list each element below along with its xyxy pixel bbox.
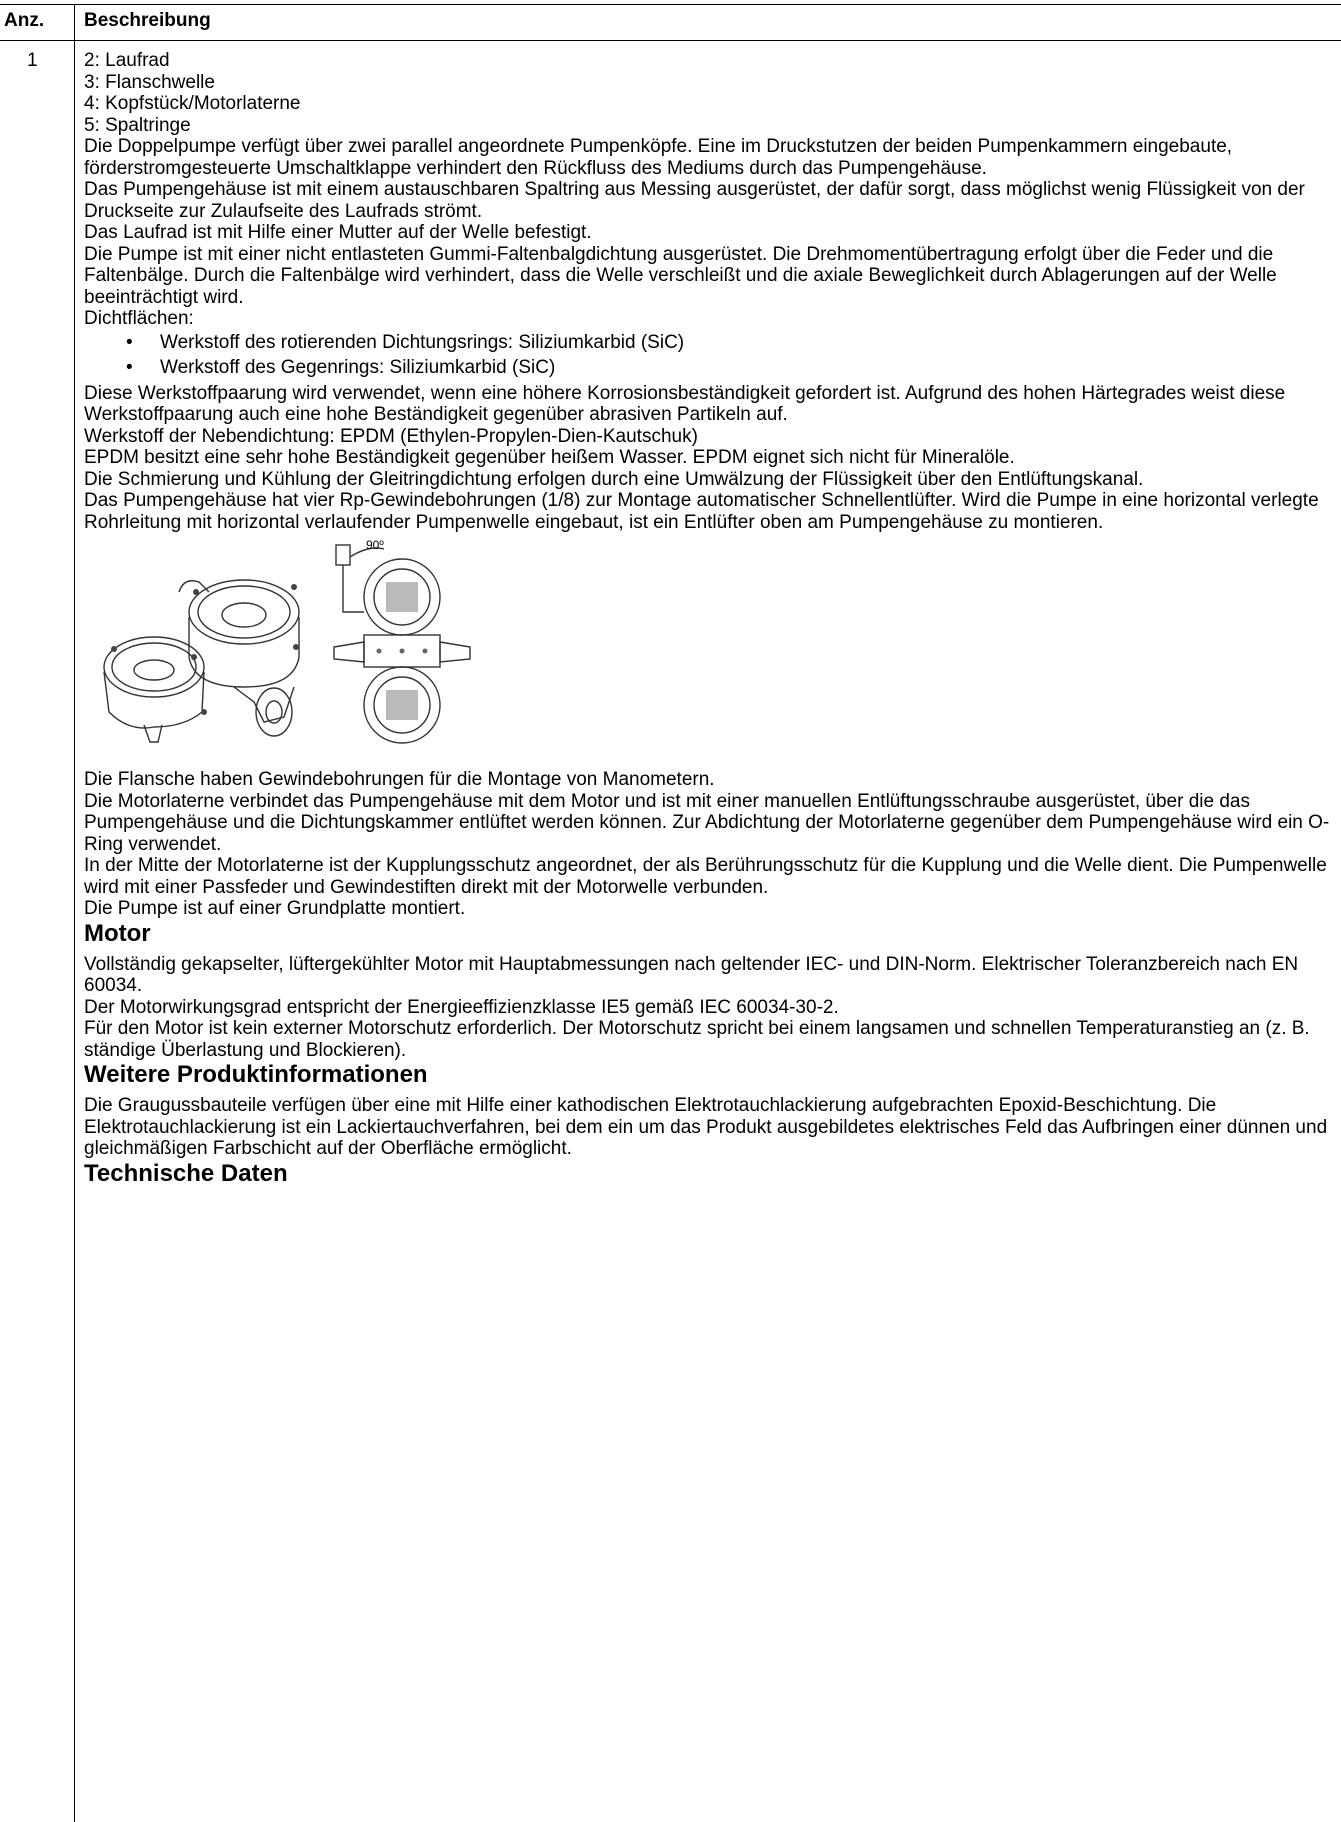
row-qty: 1 [27,50,38,71]
paragraph-motor-stool: Die Motorlaterne verbindet das Pumpengehäuse mit dem Motor und ist mit einer manuellen Entlüftungsschraube ausgerüstet, über die das Pumpengehäuse und die Dichtungskammer entlüftet werden können. Zur Abdichtung der Motorlaterne gegenüber dem Pumpengehäuse wird ein O-Ring verwendet. [84,790,1330,855]
column-header-qty: Anz. [4,10,45,31]
motor-heading: Motor [84,919,151,947]
pump-housing-figure [84,537,504,757]
paragraph-flanges: Die Flansche haben Gewindebohrungen für die Montage von Manometern. [84,769,715,790]
part-item: 2: Laufrad [84,50,170,71]
paragraph-wear-ring: Das Pumpengehäuse ist mit einem austauschbaren Spaltring aus Messing ausgerüstet, der dafür sorgt, dass möglichst wenig Flüssigkeit von der Druckseite zur Zulaufseite des Laufrads strömt. [84,179,1305,222]
paragraph-coupling-guard: In der Mitte der Motorlaterne ist der Kupplungsschutz angeordnet, der als Berührungsschutz für die Kupplung und die Welle dient. Die Pumpenwelle wird mit einer Passfeder und Gewindestiften direkt mit der Motorwelle verbunden. [84,855,1327,898]
list-item: • Werkstoff des rotierenden Dichtungsrings: Siliziumkarbid (SiC) [126,331,685,353]
header-bottom-rule [0,40,1341,41]
row-description [84,50,1332,1194]
part-item: 5: Spaltringe [84,114,191,136]
list-item: • Werkstoff des Gegenrings: Siliziumkarbid (SiC) [126,357,556,378]
product-info-heading: Weitere Produktinformationen [84,1061,428,1088]
paragraph-motor-enclosure: Vollständig gekapselter, lüftergekühlter Motor mit Hauptabmessungen nach geltender IEC- und DIN-Norm. Elektrischer Toleranzbereich nach EN 60034. [84,953,1299,996]
paragraph-lubrication: Die Schmierung und Kühlung der Gleitringdichtung erfolgen durch eine Umwälzung der Flüssigkeit über den Entlüftungskanal. [84,468,1144,490]
paragraph-coating: Die Graugussbauteile verfügen über eine mit Hilfe einer kathodischen Elektrotauchlackierung aufgebrachten Epoxid-Beschichtung. Die Elektrotauchlackierung ist ein Lackiertauchverfahren, bei dem ein um das Produkt ausgebildetes elektrisches Feld das Aufbringen einer dünnen und gleichmäßigen Farbschicht auf der Oberfläche ermöglicht. [84,1095,1328,1159]
paragraph-secondary-seal: Werkstoff der Nebendichtung: EPDM (Ethylen-Propylen-Dien-Kautschuk) [84,425,698,447]
paragraph-motor-protection: Für den Motor ist kein externer Motorschutz erforderlich. Der Motorschutz spricht bei einem langsamen und schnellen Temperaturanstieg an (z. B. ständige Überlastung und Blockieren). [84,1018,1310,1061]
seal-faces-label: Dichtflächen: [84,308,194,329]
paragraph-base-plate: Die Pumpe ist auf einer Grundplatte montiert. [84,898,466,919]
paragraph-material-pairing: Diese Werkstoffpaarung wird verwendet, wenn eine höhere Korrosionsbeständigkeit gefordert ist. Aufgrund des hohen Härtegrades weist diese Werkstoffpaarung auch eine hohe Beständigkeit gegenüber abrasiven Partikeln auf. [84,382,1286,425]
paragraph-double-pump: Die Doppelpumpe verfügt über zwei parallel angeordnete Pumpenköpfe. Eine im Druckstutzen der beiden Pumpenkammern eingebaute, förderstromgesteuerte Umschaltklappe verhindert den Rückfluss des Mediums durch das Pumpengehäuse. [84,136,1233,179]
part-item: 3: Flanschwelle [84,71,215,93]
column-divider [74,4,75,1822]
pump-housing-drawing [84,537,314,747]
part-item: 4: Kopfstück/Motorlaterne [84,93,301,114]
header-top-rule [0,4,1341,5]
paragraph-air-vent: Das Pumpengehäuse hat vier Rp-Gewindebohrungen (1/8) zur Montage automatischer Schnellentlüfter. Wird die Pumpe in eine horizontal verlegte Rohrleitung mit horizontal verlaufender Pumpenwelle eingebaut, ist ein Entlüfter oben am Pumpengehäuse zu montieren. [84,490,1319,533]
paragraph-motor-efficiency: Der Motorwirkungsgrad entspricht der Energieeffizienzklasse IE5 gemäß IEC 60034-30-2. [84,996,839,1018]
column-header-description: Beschreibung [84,10,211,31]
angle-label: 90º [366,538,384,552]
vent-position-drawing [324,537,494,747]
paragraph-epdm: EPDM besitzt eine sehr hohe Beständigkeit gegenüber heißem Wasser. EPDM eignet sich nicht für Mineralöle. [84,447,1015,468]
paragraph-impeller: Das Laufrad ist mit Hilfe einer Mutter auf der Welle befestigt. [84,222,592,243]
seal-faces-list [84,332,1332,379]
technical-data-heading: Technische Daten [84,1159,288,1187]
paragraph-shaft-seal: Die Pumpe ist mit einer nicht entlasteten Gummi-Faltenbalgdichtung ausgerüstet. Die Drehmomentübertragung erfolgt über die Feder und die Faltenbälge. Durch die Faltenbälge wird verhindert, dass die Welle verschleißt und die axiale Beweglichkeit durch Ablagerungen auf der Welle beeinträchtigt wird. [84,243,1277,308]
